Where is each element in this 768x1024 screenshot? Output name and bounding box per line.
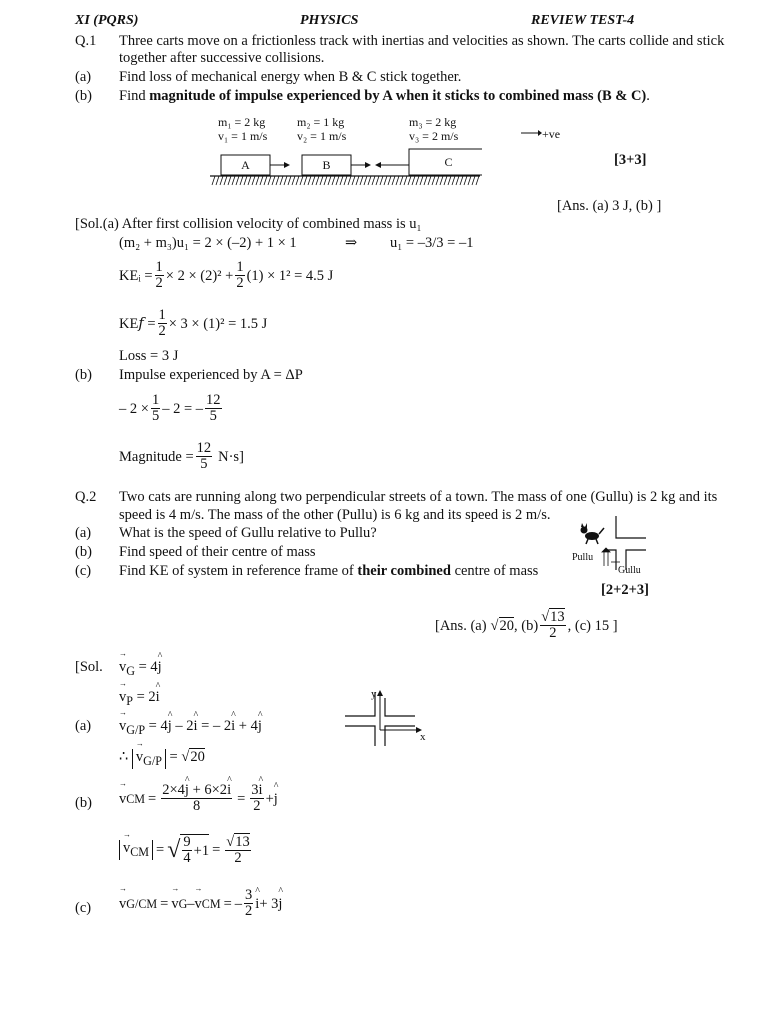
header-center: PHYSICS bbox=[300, 13, 359, 28]
impulse-eq-start: – 2 × bbox=[119, 400, 149, 417]
fig-direction: +ve bbox=[542, 127, 561, 141]
numerator: 12 bbox=[196, 440, 212, 456]
fraction-three-halves bbox=[244, 888, 253, 919]
denominator: 2 bbox=[234, 849, 242, 866]
denominator: 8 bbox=[193, 798, 201, 814]
q1b-text bbox=[119, 88, 650, 105]
q2a-text: What is the speed of Gullu relative to Pullu? bbox=[119, 525, 377, 541]
fraction-half bbox=[155, 260, 164, 291]
ke-initial-mid: × 2 × (2)² + bbox=[165, 267, 234, 284]
subscript: CM bbox=[126, 791, 146, 806]
radicand: 13 bbox=[550, 609, 565, 625]
magnitude-bars bbox=[119, 840, 153, 860]
fraction-sqrt13-over-2 bbox=[225, 835, 250, 866]
vcm-magnitude bbox=[119, 834, 253, 866]
minus: – bbox=[187, 895, 195, 912]
radicand-box bbox=[180, 834, 209, 866]
radicand: 13 bbox=[235, 833, 250, 850]
cart-c-label: C bbox=[444, 155, 453, 169]
y-axis-arrow-icon bbox=[377, 690, 383, 696]
sol1-impulse: Impulse experienced by A = ΔP bbox=[119, 367, 303, 383]
equals: = bbox=[212, 842, 221, 858]
q1b-text-bold: magnitude of impulse experienced by A when it sticks to combined mass (B & C) bbox=[149, 88, 647, 104]
vector-v: → v bbox=[171, 894, 178, 914]
denominator: 2 bbox=[158, 323, 166, 339]
sol1b-label: (b) bbox=[75, 367, 92, 383]
subscript: G bbox=[178, 896, 188, 911]
fraction-vcm bbox=[161, 783, 232, 814]
numerator bbox=[161, 783, 232, 799]
sqrt-sign-icon: √ bbox=[167, 837, 181, 863]
q1-number: Q.1 bbox=[75, 33, 97, 49]
vector-v: → v bbox=[123, 840, 130, 856]
q2b-label: (b) bbox=[75, 544, 92, 560]
numerator: 1 bbox=[151, 392, 160, 408]
numerator: √13 bbox=[541, 609, 565, 625]
q2b-text: Find speed of their centre of mass bbox=[119, 544, 316, 560]
fraction-nine-fourths bbox=[182, 835, 191, 866]
unit-i: ^ i bbox=[231, 718, 235, 735]
plus-one: +1 bbox=[193, 842, 210, 859]
subscript: G/CM bbox=[126, 896, 158, 911]
positive-direction-arrow-icon bbox=[520, 128, 542, 138]
vp-equation bbox=[119, 689, 160, 710]
sol2b-label: (b) bbox=[75, 795, 92, 811]
numerator: 12 bbox=[206, 392, 221, 408]
vector-v: → v bbox=[119, 789, 126, 809]
vector-v: → v bbox=[119, 894, 126, 914]
ke-initial-end: (1) × 1² = 4.5 J bbox=[246, 267, 334, 284]
ke-final-label: KE𝑓 = bbox=[119, 315, 156, 332]
vector-v: → v bbox=[195, 894, 202, 914]
q2-answer bbox=[435, 610, 618, 641]
track-hatching bbox=[212, 176, 479, 185]
vector-v: → v bbox=[136, 749, 143, 765]
q2c-text-post: centre of mass bbox=[450, 563, 539, 579]
vgp-eq-part: = – 2 bbox=[201, 718, 232, 734]
fig-m1: m₁ = 2 kg bbox=[218, 115, 266, 129]
q1a-label: (a) bbox=[75, 69, 92, 85]
vgp-equation bbox=[119, 718, 262, 739]
denominator: 5 bbox=[151, 408, 160, 424]
q1-text-line2: together after successive collisions. bbox=[119, 50, 325, 66]
denominator: 2 bbox=[549, 625, 557, 641]
motion-marks bbox=[602, 548, 620, 566]
vg-equation bbox=[119, 659, 162, 680]
q1b-label: (b) bbox=[75, 88, 92, 104]
denominator: 5 bbox=[209, 408, 217, 424]
q2-ans-end: , (c) 15 ] bbox=[567, 617, 618, 634]
unit-i: ^ i bbox=[227, 783, 231, 798]
fraction-half bbox=[158, 308, 167, 339]
header-left: XI (PQRS) bbox=[75, 13, 139, 28]
numerator bbox=[250, 783, 263, 799]
fig-v3: v₃ = 2 m/s bbox=[409, 129, 459, 143]
q1b-text-pre: Find bbox=[119, 88, 150, 104]
unit-i: ^ i bbox=[259, 783, 263, 798]
vector-v: → v bbox=[119, 689, 126, 706]
fraction-twelve-fifths bbox=[196, 441, 213, 472]
equals: = bbox=[237, 790, 246, 807]
fig-v2: v₂ = 1 m/s bbox=[297, 129, 347, 143]
sol1-line2-left: (m₂ + m₃)u₁ = 2 × (–2) + 1 × 1 bbox=[119, 235, 297, 251]
therefore-symbol: ∴ bbox=[119, 749, 129, 765]
magnitude-bars bbox=[132, 749, 166, 769]
sol1-line1: [Sol.(a) After first collision velocity of combined mass is u₁ bbox=[75, 216, 422, 232]
plus-three: + 3 bbox=[259, 895, 279, 912]
sol2a-label: (a) bbox=[75, 718, 92, 734]
num-part: + 6×2 bbox=[192, 782, 228, 798]
fraction-sqrt13-over-2 bbox=[540, 610, 565, 641]
vgp-magnitude bbox=[119, 749, 205, 769]
equals: = bbox=[169, 749, 178, 765]
q2-ans-b: , (b) bbox=[514, 617, 539, 634]
q1-answer: [Ans. (a) 3 J, (b) ] bbox=[557, 198, 662, 214]
q2-number: Q.2 bbox=[75, 489, 97, 505]
cart-a-label: A bbox=[241, 158, 250, 172]
plus: + bbox=[265, 790, 274, 807]
vector-v: → v bbox=[119, 659, 126, 676]
equals: = bbox=[223, 895, 232, 912]
denominator: 2 bbox=[236, 275, 244, 291]
unit-i: ^ i bbox=[156, 689, 160, 706]
subscript: P bbox=[126, 693, 133, 708]
num-part: 2×4 bbox=[162, 782, 185, 798]
numerator: 1 bbox=[158, 307, 166, 323]
q2-ans-pre: [Ans. (a) bbox=[435, 617, 487, 634]
q2-marks: [2+2+3] bbox=[601, 582, 649, 598]
vcm-equation bbox=[119, 783, 278, 814]
minus: – bbox=[234, 895, 243, 912]
q1a-text: Find loss of mechanical energy when B & C stick together. bbox=[119, 69, 462, 85]
fig-v1: v₁ = 1 m/s bbox=[218, 129, 268, 143]
ke-final-end: × 3 × (1)² = 1.5 J bbox=[168, 315, 268, 332]
fraction-one-fifth bbox=[151, 393, 160, 424]
denominator: 5 bbox=[200, 456, 208, 472]
cat-icon bbox=[581, 523, 605, 544]
vg-value: = 4 bbox=[138, 659, 158, 675]
fig-m2: m₂ = 1 kg bbox=[297, 115, 345, 129]
fig-m3: m₃ = 2 kg bbox=[409, 115, 457, 129]
q2c-text bbox=[119, 563, 538, 580]
fraction-twelve-fifths bbox=[205, 393, 222, 424]
impulse-equation bbox=[119, 393, 224, 424]
ke-initial-label: KEᵢ = bbox=[119, 267, 153, 284]
denominator: 2 bbox=[155, 275, 163, 291]
vector-v: → v bbox=[119, 718, 126, 735]
numerator: 1 bbox=[236, 259, 244, 275]
q1b-text-post: . bbox=[646, 88, 650, 104]
denominator: 4 bbox=[183, 850, 191, 866]
impulse-eq-mid: – 2 = – bbox=[162, 400, 203, 417]
magnitude-unit: N·s] bbox=[218, 448, 244, 465]
unit-j: ^ j bbox=[258, 718, 262, 735]
axis-y-label: y bbox=[371, 688, 377, 700]
header-right: REVIEW TEST-4 bbox=[531, 13, 635, 28]
ke-initial-equation bbox=[119, 260, 333, 291]
axes-streets-diagram bbox=[340, 690, 430, 748]
subscript: G/P bbox=[126, 722, 146, 737]
sqrt-20: √20 bbox=[181, 749, 205, 765]
q2a-label: (a) bbox=[75, 525, 92, 541]
unit-j: ^ j bbox=[158, 659, 162, 676]
vgcm-equation bbox=[119, 888, 282, 919]
numerator: 1 bbox=[155, 259, 163, 275]
subscript: CM bbox=[130, 844, 150, 859]
vp-value: = 2 bbox=[136, 689, 156, 705]
vgp-eq-part: = 4 bbox=[148, 718, 168, 734]
axis-x-label: x bbox=[420, 731, 426, 743]
subscript: G/P bbox=[143, 753, 162, 768]
denominator: 2 bbox=[245, 903, 253, 919]
implies-symbol: ⇒ bbox=[345, 235, 358, 251]
q2-text-line2: speed is 4 m/s. The mass of the other (Pullu) is 6 kg and its speed is 2 m/s. bbox=[119, 507, 551, 523]
subscript: CM bbox=[201, 896, 221, 911]
equals: = bbox=[148, 790, 157, 807]
equals: = bbox=[160, 895, 169, 912]
unit-i: ^ i bbox=[255, 894, 259, 914]
numerator: 9 bbox=[183, 834, 191, 850]
unit-j: ^ j bbox=[185, 783, 189, 798]
subscript: G bbox=[126, 663, 135, 678]
q1-text-line1: Three carts move on a frictionless track with inertias and velocities as shown. The carts collide and stick bbox=[119, 33, 725, 49]
unit-j: ^ j bbox=[274, 789, 278, 809]
numerator: √13 bbox=[226, 833, 250, 850]
radicand: 20 bbox=[190, 749, 205, 765]
sol2c-label: (c) bbox=[75, 900, 92, 916]
sol1-loss: Loss = 3 J bbox=[119, 348, 179, 364]
radicand: 20 bbox=[499, 617, 515, 634]
fraction-3i-over-2 bbox=[250, 783, 263, 814]
equals: = bbox=[156, 842, 165, 858]
q2c-label: (c) bbox=[75, 563, 92, 579]
ke-final-equation bbox=[119, 308, 267, 339]
q2-text-line1: Two cats are running along two perpendicular streets of a town. The mass of one (Gullu) is 2 kg and its bbox=[119, 489, 718, 505]
vgp-eq-part: – 2 bbox=[175, 718, 194, 734]
pullu-label: Pullu bbox=[572, 552, 594, 563]
sol2-label: [Sol. bbox=[75, 659, 103, 675]
sol1-line2-right: u₁ = –3/3 = –1 bbox=[390, 235, 474, 251]
numerator: 3 bbox=[245, 887, 253, 903]
q2c-text-pre: Find KE of system in reference frame of bbox=[119, 563, 358, 579]
num-part: 3 bbox=[251, 782, 259, 798]
unit-j: ^ j bbox=[168, 718, 172, 735]
magnitude-label: Magnitude = bbox=[119, 448, 194, 465]
unit-i: ^ i bbox=[194, 718, 198, 735]
fraction-half bbox=[235, 260, 244, 291]
q1-marks: [3+3] bbox=[614, 152, 647, 168]
magnitude-equation bbox=[119, 441, 244, 472]
denominator: 2 bbox=[253, 798, 261, 814]
vgp-eq-part: + 4 bbox=[238, 718, 258, 734]
unit-j: ^ j bbox=[278, 894, 282, 914]
gullu-label: Gullu bbox=[618, 565, 641, 576]
cart-b-label: B bbox=[322, 158, 331, 172]
sqrt-20: √20 bbox=[490, 617, 515, 634]
q2c-text-bold: their combined bbox=[357, 563, 451, 579]
